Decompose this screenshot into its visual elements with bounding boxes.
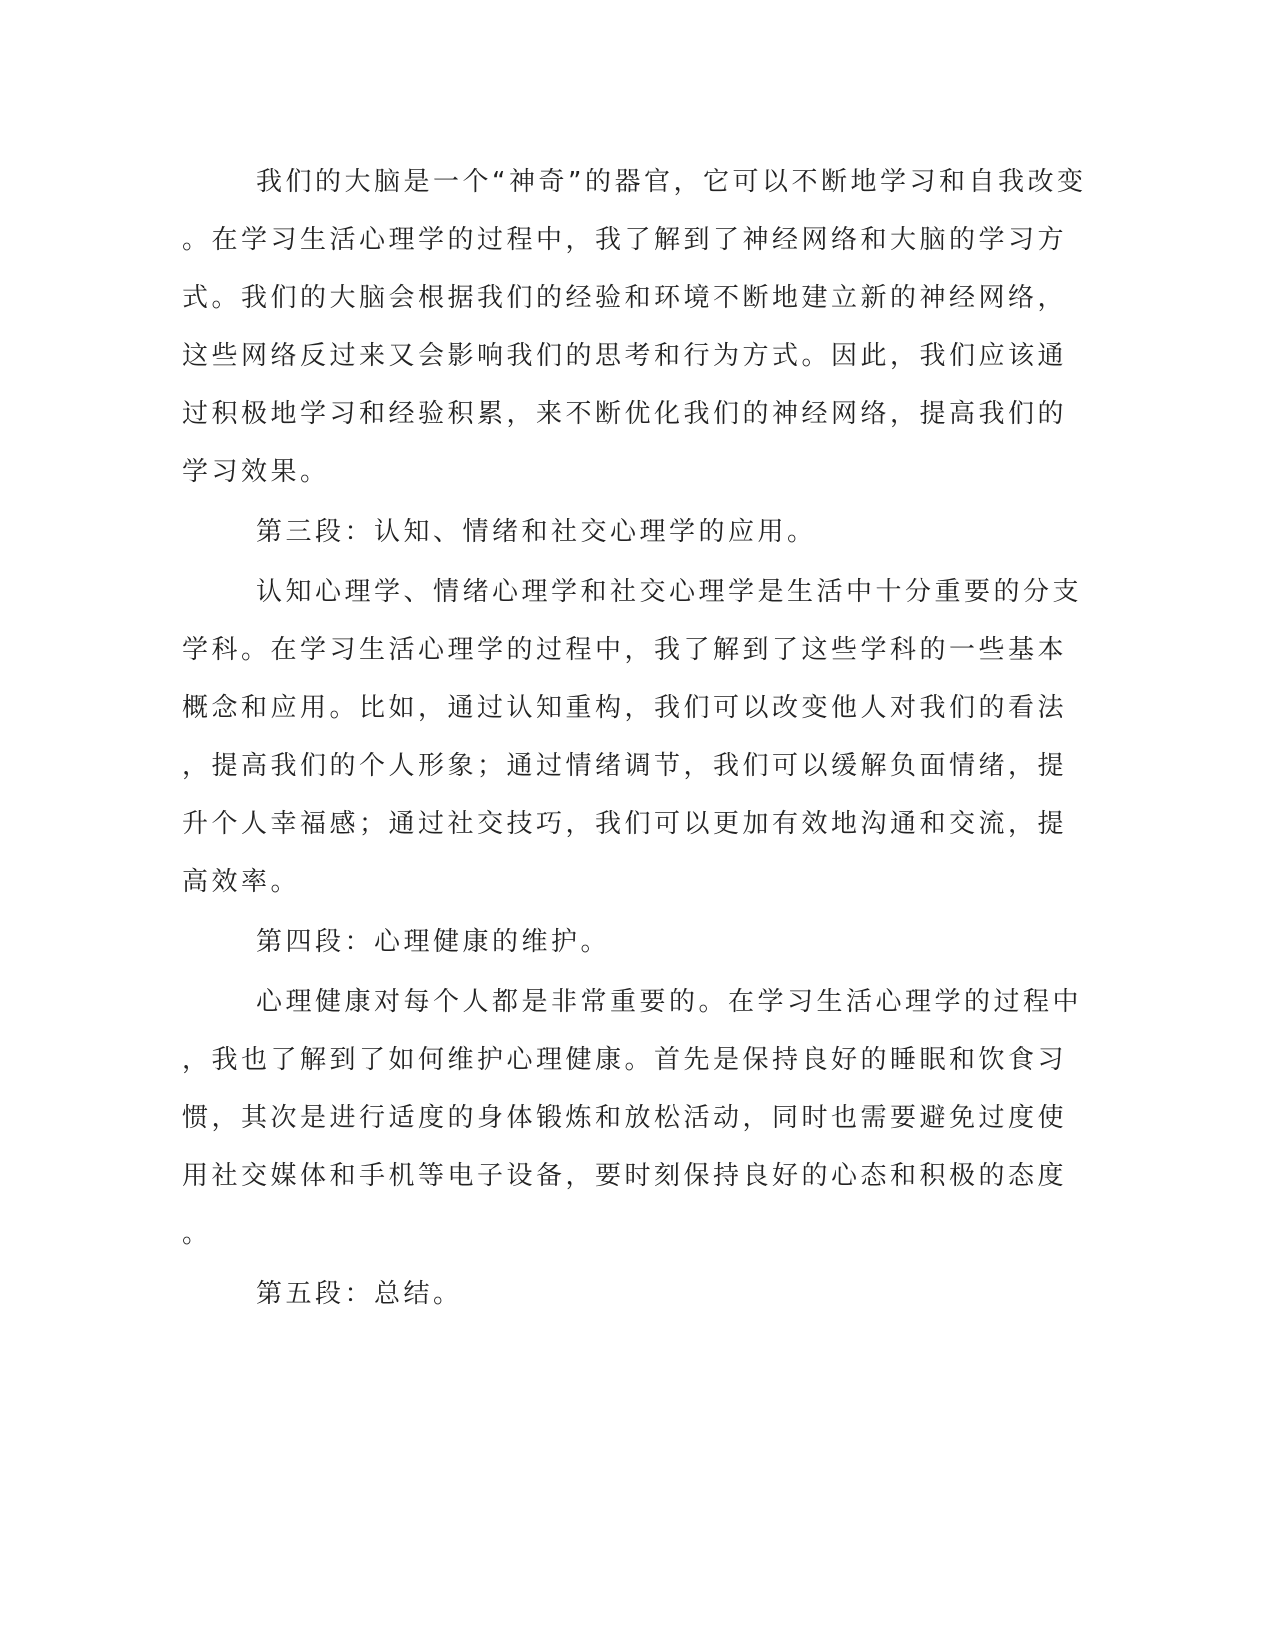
paragraph-line: 心理健康对每个人都是非常重要的。在学习生活心理学的过程中: [256, 987, 1083, 1017]
paragraph-line: 学习效果。: [182, 457, 330, 487]
paragraph-line: 认知心理学、情绪心理学和社交心理学是生活中十分重要的分支: [256, 577, 1083, 607]
paragraph-line: 升个人幸福感；通过社交技巧，我们可以更加有效地沟通和交流，提: [182, 809, 1068, 839]
paragraph-line: 我们的大脑是一个“神奇”的器官，它可以不断地学习和自我改变: [256, 167, 1087, 197]
section-heading: 第五段：总结。: [256, 1279, 463, 1309]
paragraph-line: 这些网络反过来又会影响我们的思考和行为方式。因此，我们应该通: [182, 341, 1068, 371]
section-heading: 第三段：认知、情绪和社交心理学的应用。: [256, 517, 817, 547]
paragraph-line: 惯，其次是进行适度的身体锻炼和放松活动，同时也需要避免过度使: [182, 1103, 1068, 1133]
paragraph-line: ，提高我们的个人形象；通过情绪调节，我们可以缓解负面情绪，提: [182, 751, 1068, 781]
section-heading: 第四段：心理健康的维护。: [256, 927, 611, 957]
paragraph-line: 式。我们的大脑会根据我们的经验和环境不断地建立新的神经网络，: [182, 283, 1068, 313]
paragraph-line: 。在学习生活心理学的过程中，我了解到了神经网络和大脑的学习方: [182, 225, 1068, 255]
paragraph-line: 学科。在学习生活心理学的过程中，我了解到了这些学科的一些基本: [182, 635, 1068, 665]
paragraph-line: 高效率。: [182, 867, 301, 897]
paragraph-line: ，我也了解到了如何维护心理健康。首先是保持良好的睡眠和饮食习: [182, 1045, 1068, 1075]
paragraph-line: 过积极地学习和经验积累，来不断优化我们的神经网络，提高我们的: [182, 399, 1068, 429]
paragraph-line: 用社交媒体和手机等电子设备，要时刻保持良好的心态和积极的态度: [182, 1161, 1068, 1191]
paragraph-line: 。: [182, 1219, 212, 1249]
paragraph-line: 概念和应用。比如，通过认知重构，我们可以改变他人对我们的看法: [182, 693, 1068, 723]
